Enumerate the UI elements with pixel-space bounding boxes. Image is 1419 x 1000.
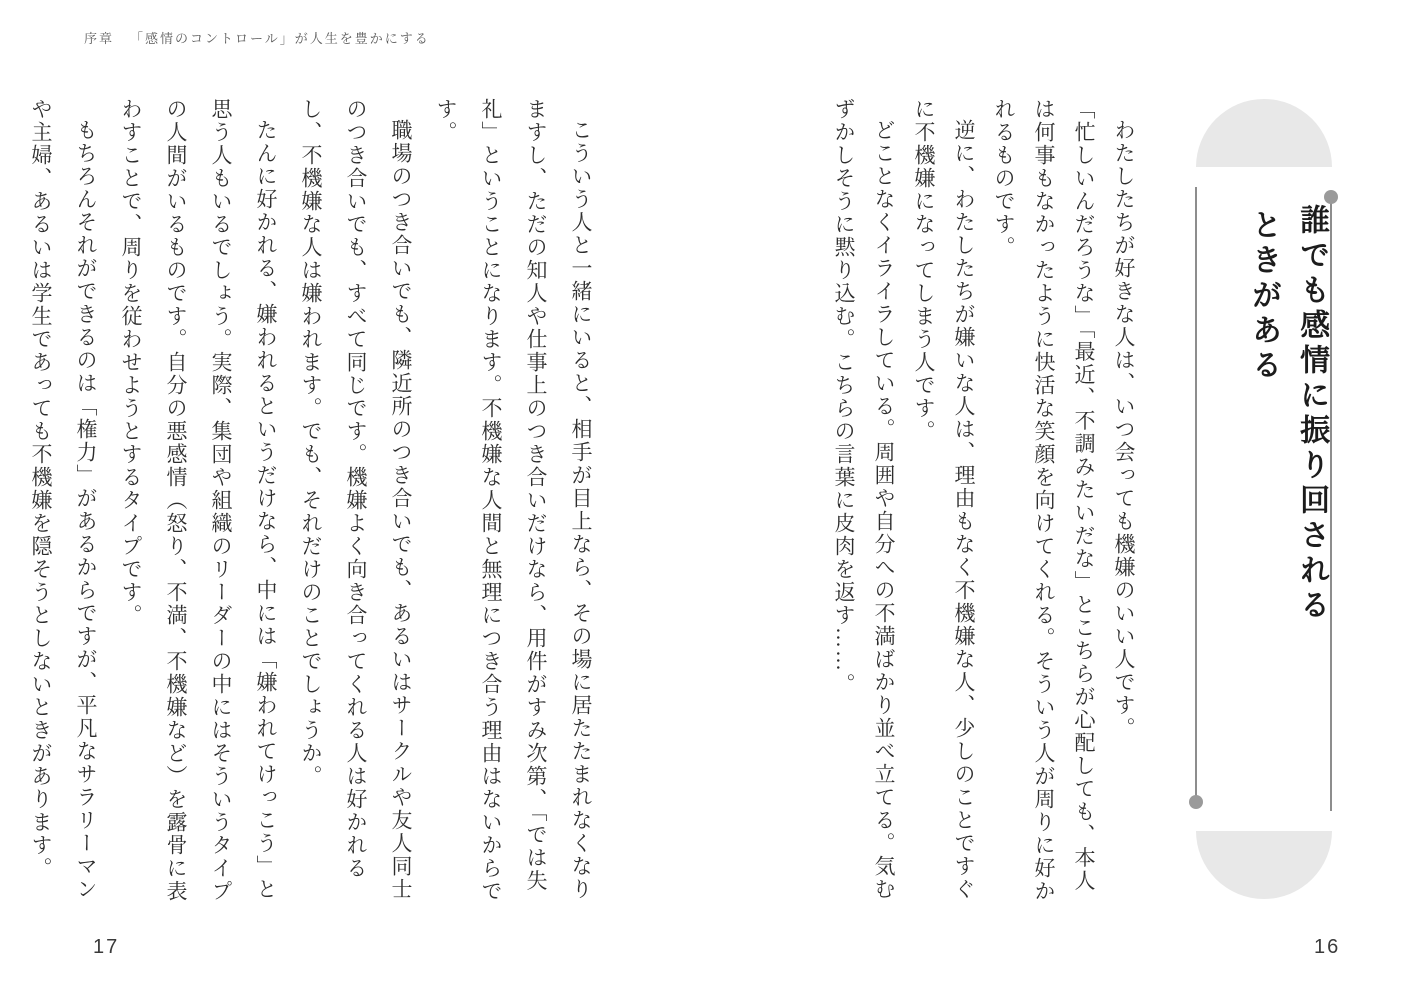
page-16-body <box>824 98 1144 910</box>
paragraph: たんに好かれる、嫌われるというだけなら、中には「嫌われてけっこう」と思う人もいるでしょう。実際、集団や組織のリーダーの中にはそういうタイプの人間がいるものです。自分の悪感情（怒り、不満、不機嫌など）を露骨に表わすことで、周りを従わせようとするタイプです。 <box>119 98 278 903</box>
ornament-left-line <box>1195 187 1197 802</box>
section-title-line2: ときがある <box>1247 209 1281 384</box>
page-number-right: 16 <box>1314 936 1341 958</box>
chapter-label: 序章 <box>84 31 115 46</box>
ornament-top-semicircle <box>1196 99 1332 167</box>
ornament-left-line-dot <box>1189 795 1203 809</box>
paragraph: 「忙しいんだろうな」「最近、不調みたいだな」とこちらが心配しても、本人は何事もなかったように快活な笑顔を向けてくれる。そういう人が周りに好かれるものです。 <box>992 98 1096 903</box>
paragraph: わたしたちが好きな人は、いつ会っても機嫌のいい人です。 <box>1112 119 1136 740</box>
chapter-title: 「感情のコントロール」が人生を豊かにする <box>130 31 430 46</box>
paragraph: 職場のつき合いでも、隣近所のつき合いでも、あるいはサークルや友人同士のつき合いでも、すべて同じです。機嫌よく向き合ってくれる人は好かれるし、不機嫌な人は嫌われます。でも、それだけのことでしょうか。 <box>299 98 413 901</box>
page-number-left: 17 <box>93 936 120 958</box>
ornament-right-line-dot <box>1324 190 1338 204</box>
paragraph: どことなくイライラしている。周囲や自分への不満ばかり並べ立てる。気むずかしそうに黙り込む。こちらの言葉に皮肉を返す……。 <box>832 98 896 901</box>
paragraph: 逆に、わたしたちが嫌いな人は、理由もなく不機嫌な人、少しのことですぐに不機嫌になってしまう人です。 <box>912 98 976 901</box>
paragraph: こういう人と一緒にいると、相手が目上なら、その場に居たたまれなくなりますし、ただの知人や仕事上のつき合いだけなら、用件がすみ次第、「では失礼」ということになります。不機嫌な人間と無理につき合う理由はないからです。 <box>434 98 593 903</box>
section-title-line1: 誰でも感情に振り回される <box>1295 204 1329 624</box>
paragraph: もちろんそれができるのは「権力」があるからですが、平凡なサラリーマンや主婦、あるいは学生であっても不機嫌を隠そうとしないときがあります。 <box>29 98 98 901</box>
running-header <box>84 28 430 47</box>
page-17-body <box>29 98 603 910</box>
ornament-bottom-semicircle <box>1196 831 1332 899</box>
